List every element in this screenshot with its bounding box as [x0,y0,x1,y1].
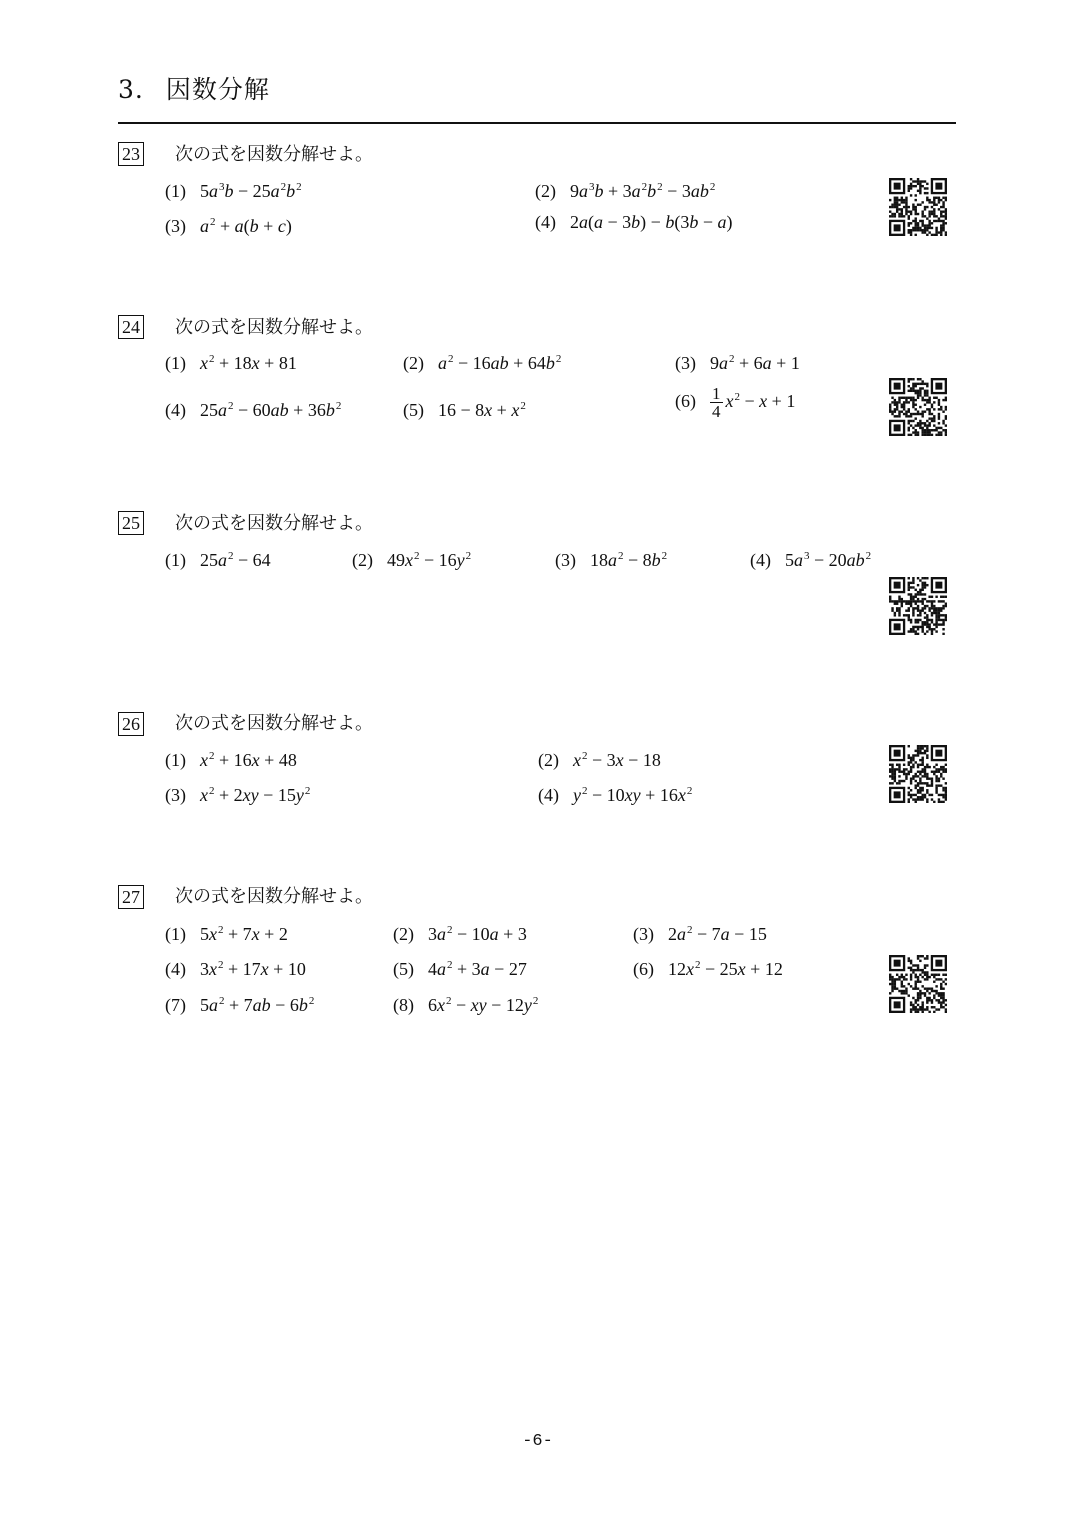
page-number: -6- [522,1432,553,1451]
problem-item: (3) $a^2 + a(b + c)$ [165,216,292,236]
problem-instruction: 次の式を因数分解せよ。 [175,713,373,734]
problem-item: (2) $9a^3b + 3a^2b^2 - 3ab^2$ [535,181,716,201]
qr-code[interactable] [889,955,947,1013]
problem-item: (1) $5x^2 + 7x + 2$ [165,924,288,944]
math-expr: $3a^2 - 10a + 3$ [428,924,527,944]
math-expr: $x^2 + 18x + 81$ [200,353,297,373]
qr-code[interactable] [889,378,947,436]
math-expr: $y^2 - 10xy + 16x^2$ [573,785,693,805]
title-rule [118,122,956,124]
problem-item: (2) $3a^2 - 10a + 3$ [393,924,527,944]
qr-pattern [889,745,947,803]
problem-item: (4) $25a^2 - 60ab + 36b^2$ [165,400,342,420]
problem-number-23: 23 [118,142,144,166]
section-number: 3. [118,75,144,104]
math-expr: $5a^2 + 7ab - 6b^2$ [200,995,315,1015]
math-expr: $9a^2 + 6a + 1$ [710,353,800,373]
math-expr: $49x^2 - 16y^2$ [387,550,472,570]
math-expr: $5a^3b - 25a^2b^2$ [200,181,302,201]
problem-instruction: 次の式を因数分解せよ。 [175,144,373,165]
problem-number-26: 26 [118,712,144,736]
qr-code[interactable] [889,178,947,236]
problem-number-25: 25 [118,511,144,535]
qr-code[interactable] [889,577,947,635]
math-expr: $25a^2 - 64$ [200,550,271,570]
problem-item: (3) $18a^2 - 8b^2$ [555,550,668,570]
problem-item: (6) $12x^2 - 25x + 12$ [633,959,783,979]
problem-number-27: 27 [118,885,144,909]
math-expr: $16 - 8x + x^2$ [438,400,526,420]
problem-item: (5) $4a^2 + 3a - 27$ [393,959,527,979]
math-expr: $5a^3 - 20ab^2$ [785,550,872,570]
math-expr: $a^2 + a(b + c)$ [200,216,292,236]
problem-item: (2) $49x^2 - 16y^2$ [352,550,472,570]
math-expr: $x^2 + 16x + 48$ [200,750,297,770]
problem-item: (4) $y^2 - 10xy + 16x^2$ [538,785,693,805]
problem-item: (1) $x^2 + 18x + 81$ [165,353,297,373]
problem-item: (2) $x^2 - 3x - 18$ [538,750,661,770]
math-expr: $a^2 - 16ab + 64b^2$ [438,353,562,373]
problem-item: (4) $3x^2 + 17x + 10$ [165,959,306,979]
math-expr: $\frac{1}{4}$ $x^2 - x + 1$ [712,384,796,421]
math-expr: $18a^2 - 8b^2$ [590,550,668,570]
problem-item: (4) 2a(a − 3b) − b(3b − a) [535,212,733,232]
problem-item: (4) $5a^3 - 20ab^2$ [750,550,872,570]
math-expr: $9a^3b + 3a^2b^2 - 3ab^2$ [570,181,716,201]
qr-pattern [889,378,947,436]
problem-item: (3) $x^2 + 2xy - 15y^2$ [165,785,311,805]
problem-item: (7) $5a^2 + 7ab - 6b^2$ [165,995,315,1015]
problem-instruction: 次の式を因数分解せよ。 [175,513,373,534]
math-expr: $12x^2 - 25x + 12$ [668,959,783,979]
math-expr: $3x^2 + 17x + 10$ [200,959,306,979]
problem-item: (5) $16 - 8x + x^2$ [403,400,526,420]
math-expr: $6x^2$ − xy − $12y^2$ [428,995,539,1015]
problem-item: (1) $25a^2 - 64$ [165,550,271,570]
problem-item: (8) $6x^2$ − xy − $12y^2$ [393,995,539,1015]
section-heading: 因数分解 [165,75,270,104]
math-expr: $5x^2 + 7x + 2$ [200,924,288,944]
problem-item: (1) $5a^3b - 25a^2b^2$ [165,181,302,201]
qr-pattern [889,955,947,1013]
qr-pattern [889,577,947,635]
problem-item: (2) $a^2 - 16ab + 64b^2$ [403,353,562,373]
problem-item: (3) $2a^2 - 7a - 15$ [633,924,767,944]
section-title [118,70,270,106]
math-expr: $4a^2 + 3a - 27$ [428,959,527,979]
math-expr: $x^2 + 2xy - 15y^2$ [200,785,311,805]
problem-item: (6) $\frac{1}{4}$ $x^2 - x + 1$ [675,384,796,421]
problem-instruction: 次の式を因数分解せよ。 [175,886,373,907]
math-expr: 2a(a − 3b) − b(3b − a) [570,212,733,232]
problem-item: (3) $9a^2 + 6a + 1$ [675,353,800,373]
math-expr: $x^2 - 3x - 18$ [573,750,661,770]
qr-code[interactable] [889,745,947,803]
math-expr: $25a^2 - 60ab + 36b^2$ [200,400,342,420]
problem-instruction: 次の式を因数分解せよ。 [175,317,373,338]
problem-item: (1) $x^2 + 16x + 48$ [165,750,297,770]
math-expr: $2a^2 - 7a - 15$ [668,924,767,944]
qr-pattern [889,178,947,236]
problem-number-24: 24 [118,315,144,339]
